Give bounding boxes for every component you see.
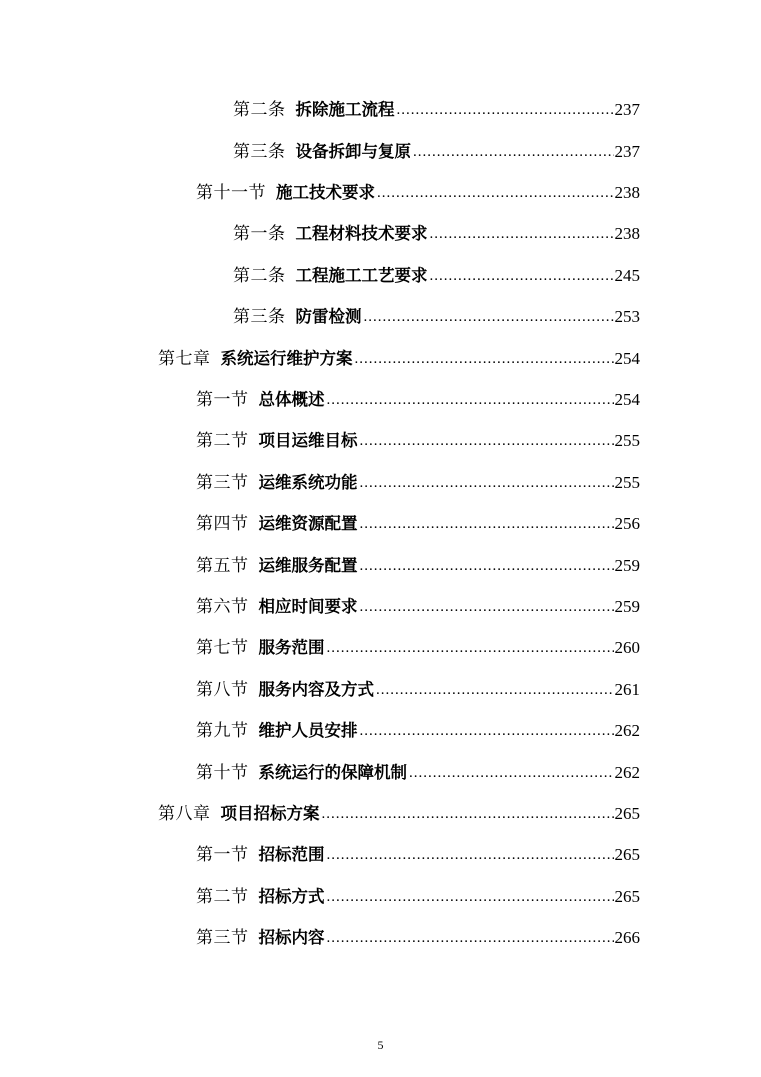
toc-entry-title: 防雷检测 (295, 307, 362, 326)
toc-entry-title: 招标内容 (258, 928, 325, 947)
toc-entry-page: 262 (614, 763, 640, 782)
toc-dot-leader (327, 390, 614, 410)
toc-dot-leader (413, 142, 614, 162)
toc-entry-number: 第一条 (233, 224, 286, 243)
toc-entry-page: 265 (614, 804, 640, 823)
toc-entry[interactable] (196, 467, 640, 493)
toc-entry[interactable] (233, 260, 640, 286)
toc-entry-number: 第一节 (196, 390, 249, 409)
toc-entry[interactable] (196, 922, 640, 948)
toc-entry-title: 运维资源配置 (258, 514, 358, 533)
toc-entry[interactable] (196, 508, 640, 534)
toc-entry[interactable] (196, 757, 640, 783)
toc-dot-leader (376, 680, 614, 700)
toc-entry[interactable] (196, 715, 640, 741)
toc-entry-number: 第十节 (196, 763, 249, 782)
toc-dot-leader (360, 473, 614, 493)
toc-dot-leader (397, 100, 614, 120)
toc-entry-number: 第八节 (196, 680, 249, 699)
toc-entry[interactable] (196, 674, 640, 700)
toc-entry[interactable] (158, 798, 640, 824)
toc-entry-page: 266 (614, 928, 640, 947)
toc-entry-title: 系统运行维护方案 (220, 349, 353, 368)
toc-entry-page: 262 (614, 721, 640, 740)
toc-entry-page: 237 (614, 100, 640, 119)
toc-entry-number: 第三节 (196, 928, 249, 947)
toc-entry-number: 第三条 (233, 307, 286, 326)
toc-entry-number: 第三节 (196, 473, 249, 492)
toc-entry-number: 第十一节 (196, 183, 266, 202)
toc-entry-number: 第一节 (196, 845, 249, 864)
toc-entry-title: 项目运维目标 (258, 431, 358, 450)
toc-dot-leader (430, 266, 614, 286)
toc-entry[interactable] (196, 384, 640, 410)
toc-dot-leader (364, 307, 614, 327)
toc-entry-number: 第七节 (196, 638, 249, 657)
toc-dot-leader (360, 431, 614, 451)
toc-entry-page: 259 (614, 597, 640, 616)
toc-entry[interactable] (196, 632, 640, 658)
toc-dot-leader (360, 721, 614, 741)
toc-entry-number: 第二条 (233, 266, 286, 285)
toc-entry-title: 总体概述 (258, 390, 325, 409)
toc-entry[interactable] (196, 881, 640, 907)
toc-entry[interactable] (233, 301, 640, 327)
toc-entry-page: 255 (614, 431, 640, 450)
toc-dot-leader (360, 597, 614, 617)
toc-dot-leader (430, 224, 614, 244)
toc-dot-leader (322, 804, 614, 824)
toc-entry-page: 253 (614, 307, 640, 326)
toc-entry-number: 第二节 (196, 431, 249, 450)
toc-entry-title: 工程材料技术要求 (295, 224, 428, 243)
toc-entry-page: 259 (614, 556, 640, 575)
toc-entry[interactable] (196, 591, 640, 617)
toc-entry-title: 运维服务配置 (258, 556, 358, 575)
toc-entry-number: 第二条 (233, 100, 286, 119)
toc-entry-title: 维护人员安排 (258, 721, 358, 740)
toc-entry[interactable] (233, 136, 640, 162)
toc-entry-page: 238 (614, 224, 640, 243)
toc-entry-title: 运维系统功能 (258, 473, 358, 492)
toc-entry-title: 工程施工工艺要求 (295, 266, 428, 285)
toc-dot-leader (377, 183, 614, 203)
toc-dot-leader (327, 845, 614, 865)
toc-entry-number: 第二节 (196, 887, 249, 906)
toc-dot-leader (327, 887, 614, 907)
toc-entry-page: 237 (614, 142, 640, 161)
toc-entry[interactable] (196, 550, 640, 576)
toc-entry-number: 第九节 (196, 721, 249, 740)
toc-entry-page: 254 (614, 349, 640, 368)
toc-entry-number: 第四节 (196, 514, 249, 533)
toc-entry-title: 系统运行的保障机制 (258, 763, 407, 782)
toc-entry-page: 260 (614, 638, 640, 657)
toc-entry-page: 261 (614, 680, 640, 699)
page-number: 5 (377, 1038, 384, 1052)
toc-entry-page: 265 (614, 887, 640, 906)
toc-entry[interactable] (196, 177, 640, 203)
toc-entry-page: 255 (614, 473, 640, 492)
toc-dot-leader (327, 928, 614, 948)
toc-entry[interactable] (196, 839, 640, 865)
toc-entry-page: 245 (614, 266, 640, 285)
toc-entry-title: 招标方式 (258, 887, 325, 906)
toc-dot-leader (355, 349, 614, 369)
toc-entry-title: 服务范围 (258, 638, 325, 657)
toc-entry-title: 相应时间要求 (258, 597, 358, 616)
toc-dot-leader (360, 514, 614, 534)
toc-entry-title: 招标范围 (258, 845, 325, 864)
toc-entry-title: 拆除施工流程 (295, 100, 395, 119)
toc-entry-title: 施工技术要求 (276, 183, 375, 202)
toc-entry-number: 第六节 (196, 597, 249, 616)
toc-entry-page: 265 (614, 845, 640, 864)
toc-entry[interactable] (158, 343, 640, 369)
toc-entry-page: 256 (614, 514, 640, 533)
toc-entry-page: 238 (614, 183, 640, 202)
toc-dot-leader (327, 638, 614, 658)
toc-entry[interactable] (233, 94, 640, 120)
toc-entry[interactable] (196, 425, 640, 451)
toc-entry-page: 254 (614, 390, 640, 409)
toc-entry-title: 项目招标方案 (220, 804, 320, 823)
toc-entry-number: 第五节 (196, 556, 249, 575)
toc-entry[interactable] (233, 218, 640, 244)
toc-dot-leader (360, 556, 614, 576)
toc-dot-leader (409, 763, 614, 783)
toc-entry-number: 第三条 (233, 142, 286, 161)
toc-entry-title: 服务内容及方式 (258, 680, 374, 699)
toc-entry-number: 第七章 (158, 349, 211, 368)
toc-entry-title: 设备拆卸与复原 (295, 142, 411, 161)
toc-entry-number: 第八章 (158, 804, 211, 823)
